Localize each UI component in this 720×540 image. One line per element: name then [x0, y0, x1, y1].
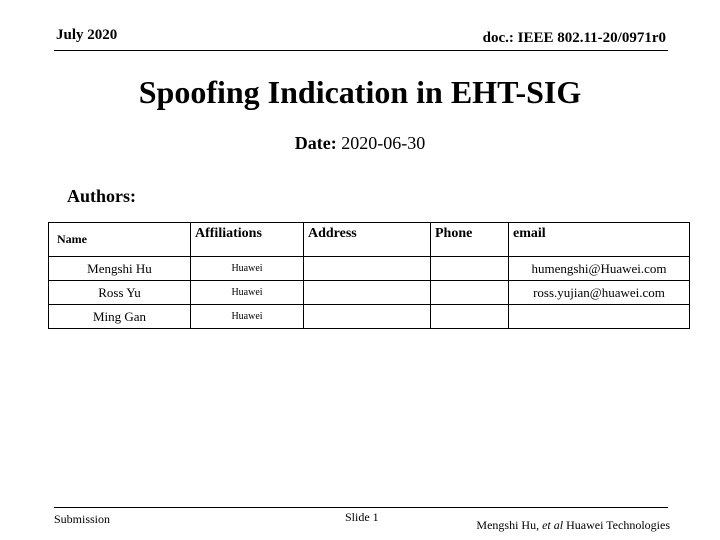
- author-address: [304, 257, 431, 281]
- author-address: [304, 281, 431, 305]
- column-header-name: Name: [49, 223, 191, 257]
- author-name: Mengshi Hu: [49, 257, 191, 281]
- header-date: July 2020: [56, 27, 118, 43]
- table-row: [49, 305, 690, 329]
- author-affiliation: Huawei: [191, 281, 304, 305]
- footer-divider: [54, 507, 668, 508]
- footer-author-credit: [476, 518, 670, 533]
- column-header-address: Address: [304, 223, 431, 257]
- table-row: [49, 281, 690, 305]
- author-affiliation: Huawei: [191, 257, 304, 281]
- footer-author-prefix: Mengshi Hu,: [476, 518, 543, 532]
- author-name: Ross Yu: [49, 281, 191, 305]
- footer-submission: Submission: [54, 512, 111, 526]
- header-divider: [54, 50, 668, 51]
- footer-et-al: et al: [542, 518, 564, 532]
- author-email: ross.yujian@huawei.com: [509, 281, 690, 305]
- author-phone: [431, 281, 509, 305]
- date-line: [0, 133, 720, 154]
- author-phone: [431, 257, 509, 281]
- table-header-row: [49, 223, 690, 257]
- slide-title: Spoofing Indication in EHT-SIG: [138, 74, 582, 110]
- author-affiliation: Huawei: [191, 305, 304, 329]
- date-value: 2020-06-30: [341, 133, 426, 153]
- author-name: Ming Gan: [49, 305, 191, 329]
- column-header-affiliations: Affiliations: [191, 223, 304, 257]
- footer-slide-number: Slide 1: [345, 510, 379, 524]
- author-phone: [431, 305, 509, 329]
- table-row: [49, 257, 690, 281]
- author-address: [304, 305, 431, 329]
- authors-heading: Authors:: [67, 186, 137, 206]
- author-email: humengshi@Huawei.com: [509, 257, 690, 281]
- column-header-phone: Phone: [431, 223, 509, 257]
- date-label: Date:: [294, 133, 337, 153]
- footer-author-suffix: Huawei Technologies: [563, 518, 670, 532]
- authors-table: [48, 222, 690, 329]
- column-header-email: email: [509, 223, 690, 257]
- author-email: [509, 305, 690, 329]
- header-doc-id: doc.: IEEE 802.11-20/0971r0: [482, 30, 666, 46]
